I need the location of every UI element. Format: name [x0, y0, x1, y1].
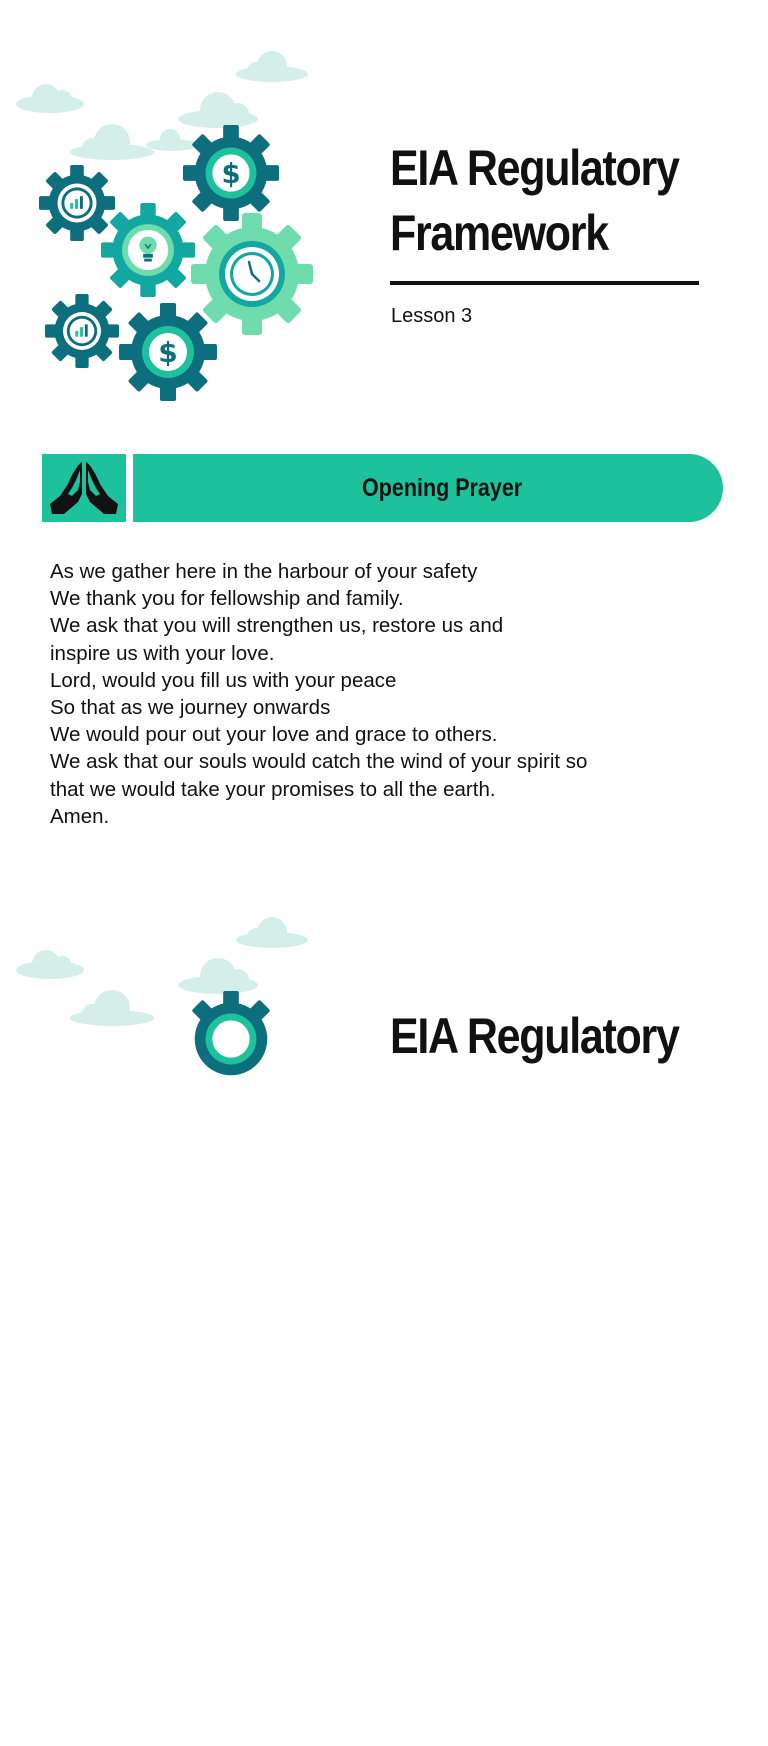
gear-icon — [100, 202, 196, 298]
prayer-line: Amen. — [50, 804, 110, 828]
prayer-line: We would pour out your love and grace to others. — [50, 723, 498, 747]
gear-icon — [44, 293, 120, 369]
cloud-icon — [16, 84, 84, 113]
section-heading: Opening Prayer — [361, 473, 523, 502]
cloud-icon — [70, 124, 154, 160]
prayer-line: We ask that our souls would catch the wind of your spirit so — [50, 750, 588, 774]
prayer-line: that we would take your promises to all the earth. — [50, 777, 496, 801]
gear-icon — [182, 990, 280, 1088]
cloud-icon — [70, 990, 154, 1026]
praying-hands-icon — [42, 454, 126, 522]
title-line: EIA Regulatory — [390, 140, 679, 196]
cloud-icon — [16, 950, 84, 979]
prayer-line: So that as we journey onwards — [50, 696, 331, 720]
title-line: EIA Regulatory — [390, 1008, 679, 1064]
prayer-line: We thank you for fellowship and family. — [50, 587, 404, 611]
slide-page — [0, 866, 768, 1746]
title-line: Framework — [390, 205, 608, 261]
subtitle: Lesson 3 — [391, 305, 473, 327]
section-icon-box — [42, 454, 126, 522]
cloud-icon — [178, 92, 258, 128]
gear-icon — [118, 302, 218, 402]
page-title — [390, 1004, 700, 1069]
title-divider — [390, 281, 699, 285]
page-title — [390, 136, 700, 266]
section-banner — [133, 454, 723, 522]
prayer-line: As we gather here in the harbour of your safety — [50, 560, 478, 583]
prayer-line: We ask that you will strengthen us, restore us and — [50, 614, 504, 638]
prayer-text — [50, 558, 670, 830]
dollar-icon: $ — [158, 336, 178, 369]
cloud-icon — [236, 51, 308, 82]
prayer-line: inspire us with your love. — [50, 641, 275, 665]
clouds-illustration — [0, 906, 330, 1046]
cloud-icon — [236, 917, 308, 948]
prayer-line: Lord, would you fill us with your peace — [50, 668, 397, 692]
gear-icon — [182, 124, 280, 222]
dollar-icon: $ — [221, 158, 241, 190]
cloud-icon — [178, 958, 258, 994]
